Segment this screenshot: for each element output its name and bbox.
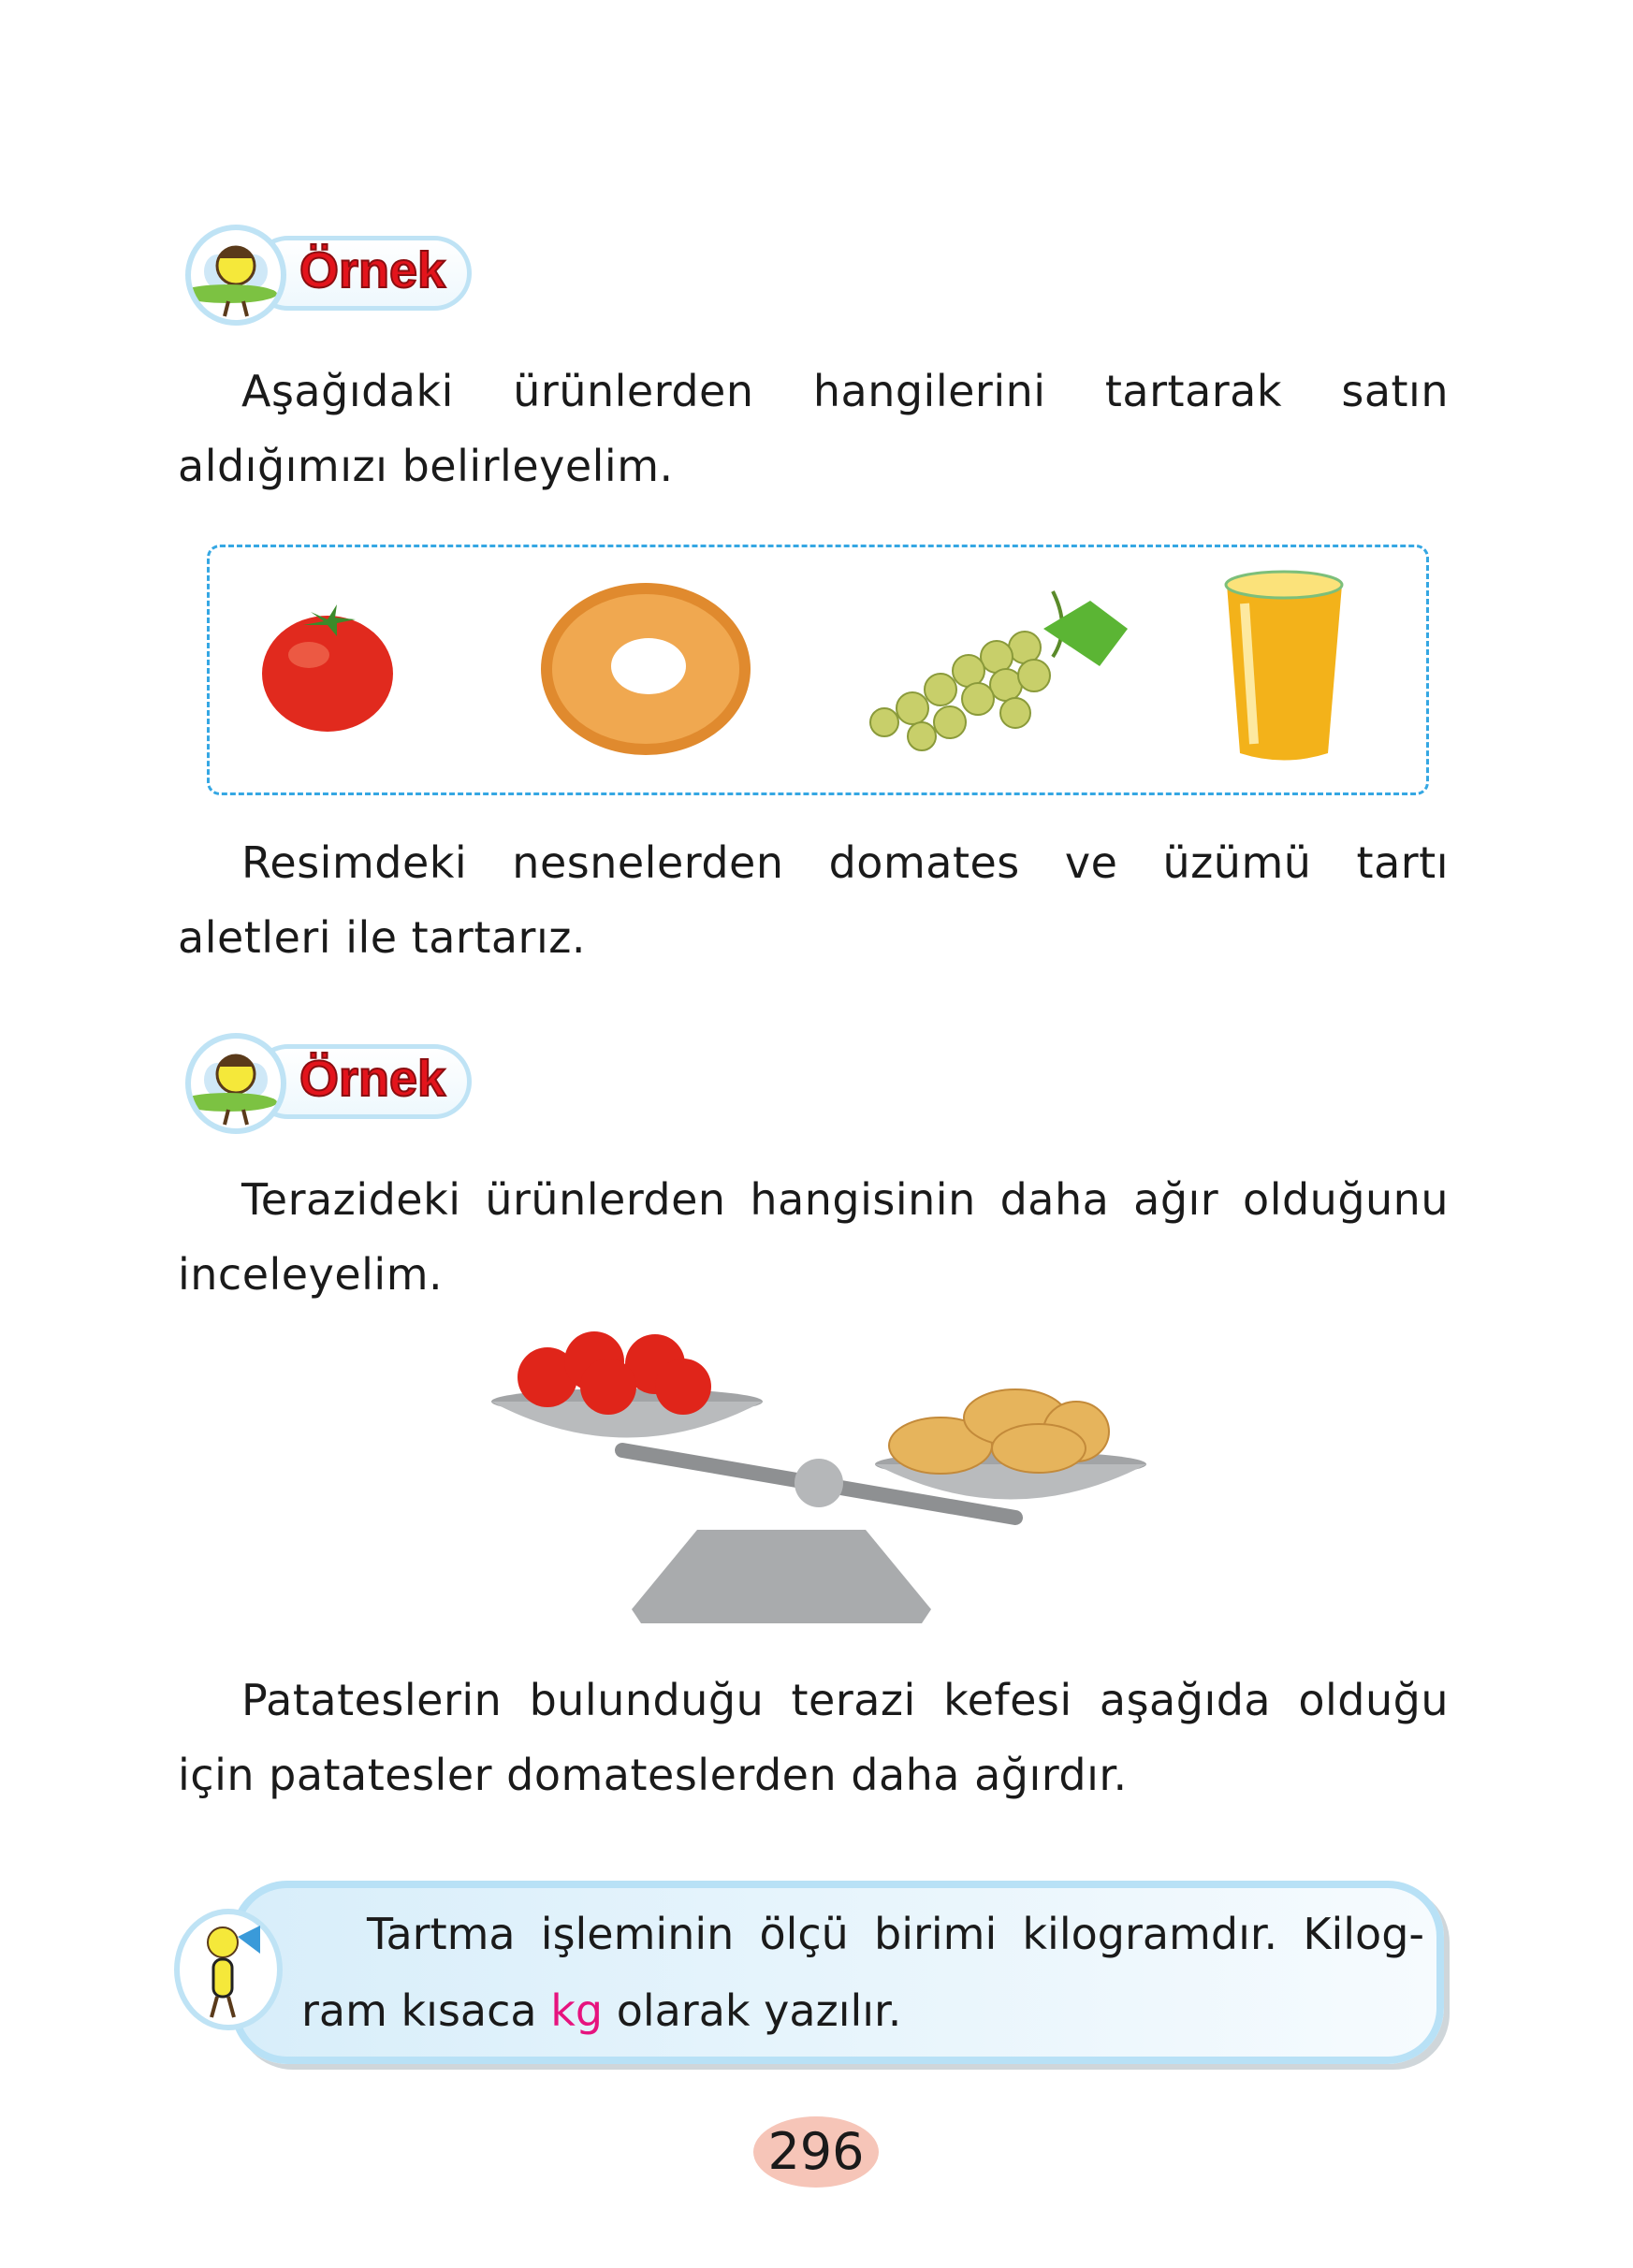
example-badge-label: Örnek [299,1051,446,1107]
example-badge [167,1025,475,1138]
grapes-image [856,582,1128,760]
kg-highlight: kg [550,1985,604,2036]
example2-text: Terazideki ürünlerden hangisinin daha ağır olduğunu inceleyelim. [178,1174,1449,1300]
example1-text: Aşağıdaki ürünlerden hangilerini tartarak satın aldığımızı belirleyelim. [178,366,1449,491]
info-text: Tartma işleminin ölçü birimi kilogramdır. Kilog-ram kısaca kg olarak yazılır. [301,1909,1424,2036]
juice-glass-image [1221,566,1348,767]
tomato-image [257,599,398,739]
example2-conclusion: Patateslerin bulunduğu terazi kefesi aşağıda olduğu için patatesler domateslerden daha ağırdır. [178,1675,1449,1800]
bee-mascot-icon [185,225,286,326]
example1-conclusion: Resimdeki nesnelerden domates ve üzümü tartı aletleri ile tartarız. [178,837,1449,963]
example-badge-label: Örnek [299,242,446,298]
bee-megaphone-icon [174,1909,283,2030]
page-number: 296 [753,2116,879,2188]
example-badge [167,217,475,329]
balance-scale-image [491,1310,1146,1628]
bee-mascot-icon [185,1033,286,1134]
simit-image [538,580,753,758]
